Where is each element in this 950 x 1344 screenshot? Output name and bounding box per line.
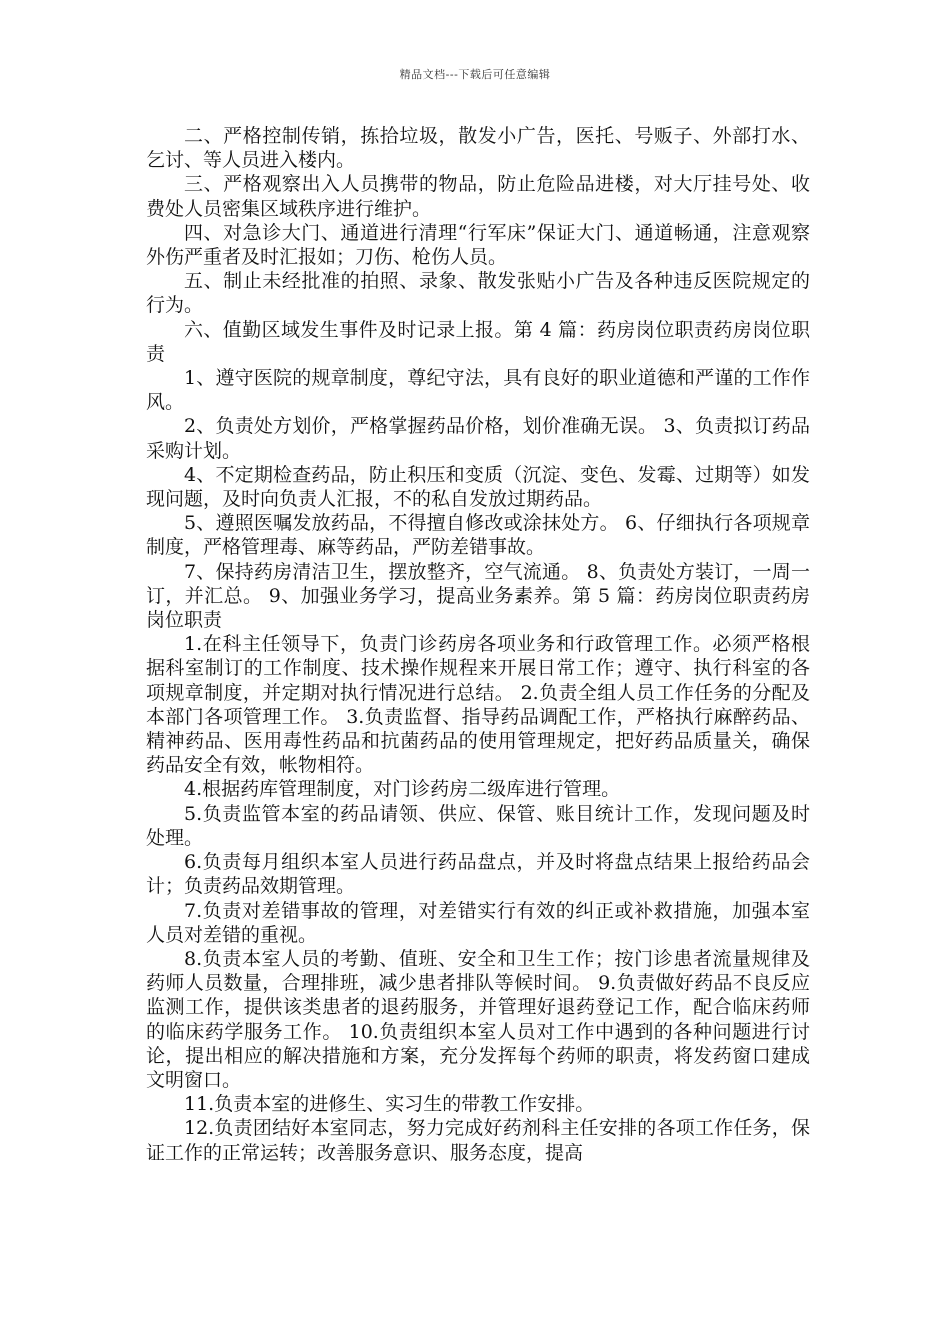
paragraph: 四、对急诊大门、通道进行清理“行军床”保证大门、通道畅通，注意观察外伤严重者及时汇报如；刀伤、枪伤人员。 [146,221,810,269]
paragraph: 1、遵守医院的规章制度，尊纪守法，具有良好的职业道德和严谨的工作作风。 [146,367,810,414]
document-body [146,124,810,1165]
paragraph: 4、不定期检查药品，防止积压和变质（沉淀、变色、发霉、过期等）如发现问题，及时向负责人汇报，不的私自发放过期药品。 [146,463,810,511]
paragraph: 5、遵照医嘱发放药品，不得擅自修改或涂抹处方。 6、仔细执行各项规章制度，严格管理毒、麻等药品，严防差错事故。 [146,512,810,559]
paragraph: 11.负责本室的进修生、实习生的带教工作安排。 [184,1093,595,1116]
paragraph: 4.根据药库管理制度，对门诊药房二级库进行管理。 [184,778,621,801]
paragraph: 6.负责每月组织本室人员进行药品盘点，并及时将盘点结果上报给药品会计；负责药品效期管理。 [146,851,810,898]
paragraph: 二、严格控制传销，拣拾垃圾，散发小广告，医托、号贩子、外部打水、乞讨、等人员进入楼内。 [146,125,810,172]
paragraph: 5.负责监管本室的药品请领、供应、保管、账目统计工作，发现问题及时处理。 [146,802,810,849]
paragraph: 2、负责处方划价，严格掌握药品价格，划价准确无误。 3、负责拟订药品采购计划。 [146,415,810,462]
page-header: 精品文档---下载后可任意编辑 [399,68,551,81]
paragraph: 8.负责本室人员的考勤、值班、安全和卫生工作；按门诊患者流量规律及药师人员数量，合理排班，减少患者排队等候时间。 9.负责做好药品不良反应监测工作，提供该类患者的退药服务，并管理好退药登记工作，配合临床药师的临床药学服务工作。 10.负责组织本室人员对工作中遇到的各种问题进行讨论，提出相应的解决措施和方案，充分发挥每个药师的职责，将发药窗口建成文明窗口。 [146,947,810,1091]
paragraph: 五、制止未经批准的拍照、录象、散发张贴小广告及各种违反医院规定的行为。 [146,270,810,317]
paragraph: 六、值勤区域发生事件及时记录上报。第 4 篇：药房岗位职责药房岗位职责 [146,318,810,365]
paragraph: 7、保持药房清洁卫生，摆放整齐，空气流通。 8、负责处方装订，一周一订，并汇总。 9、加强业务学习，提高业务素养。第 5 篇：药房岗位职责药房岗位职责 [146,560,810,632]
paragraph: 三、严格观察出入人员携带的物品，防止危险品进楼，对大厅挂号处、收费处人员密集区域秩序进行维护。 [146,173,810,220]
paragraph: 12.负责团结好本室同志，努力完成好药剂科主任安排的各项工作任务，保证工作的正常运转；改善服务意识、服务态度，提高 [146,1117,810,1164]
paragraph: 1.在科主任领导下，负责门诊药房各项业务和行政管理工作。必须严格根据科室制订的工作制度、技术操作规程来开展日常工作；遵守、执行科室的各项规章制度，并定期对执行情况进行总结。 2.负责全组人员工作任务的分配及本部门各项管理工作。 3.负责监督、指导药品调配工作，严格执行麻醉药品、精神药品、医用毒性药品和抗菌药品的使用管理规定，把好药品质量关，确保药品安全有效，帐物相符。 [146,633,810,777]
paragraph: 7.负责对差错事故的管理，对差错实行有效的纠正或补救措施，加强本室人员对差错的重视。 [146,899,810,946]
